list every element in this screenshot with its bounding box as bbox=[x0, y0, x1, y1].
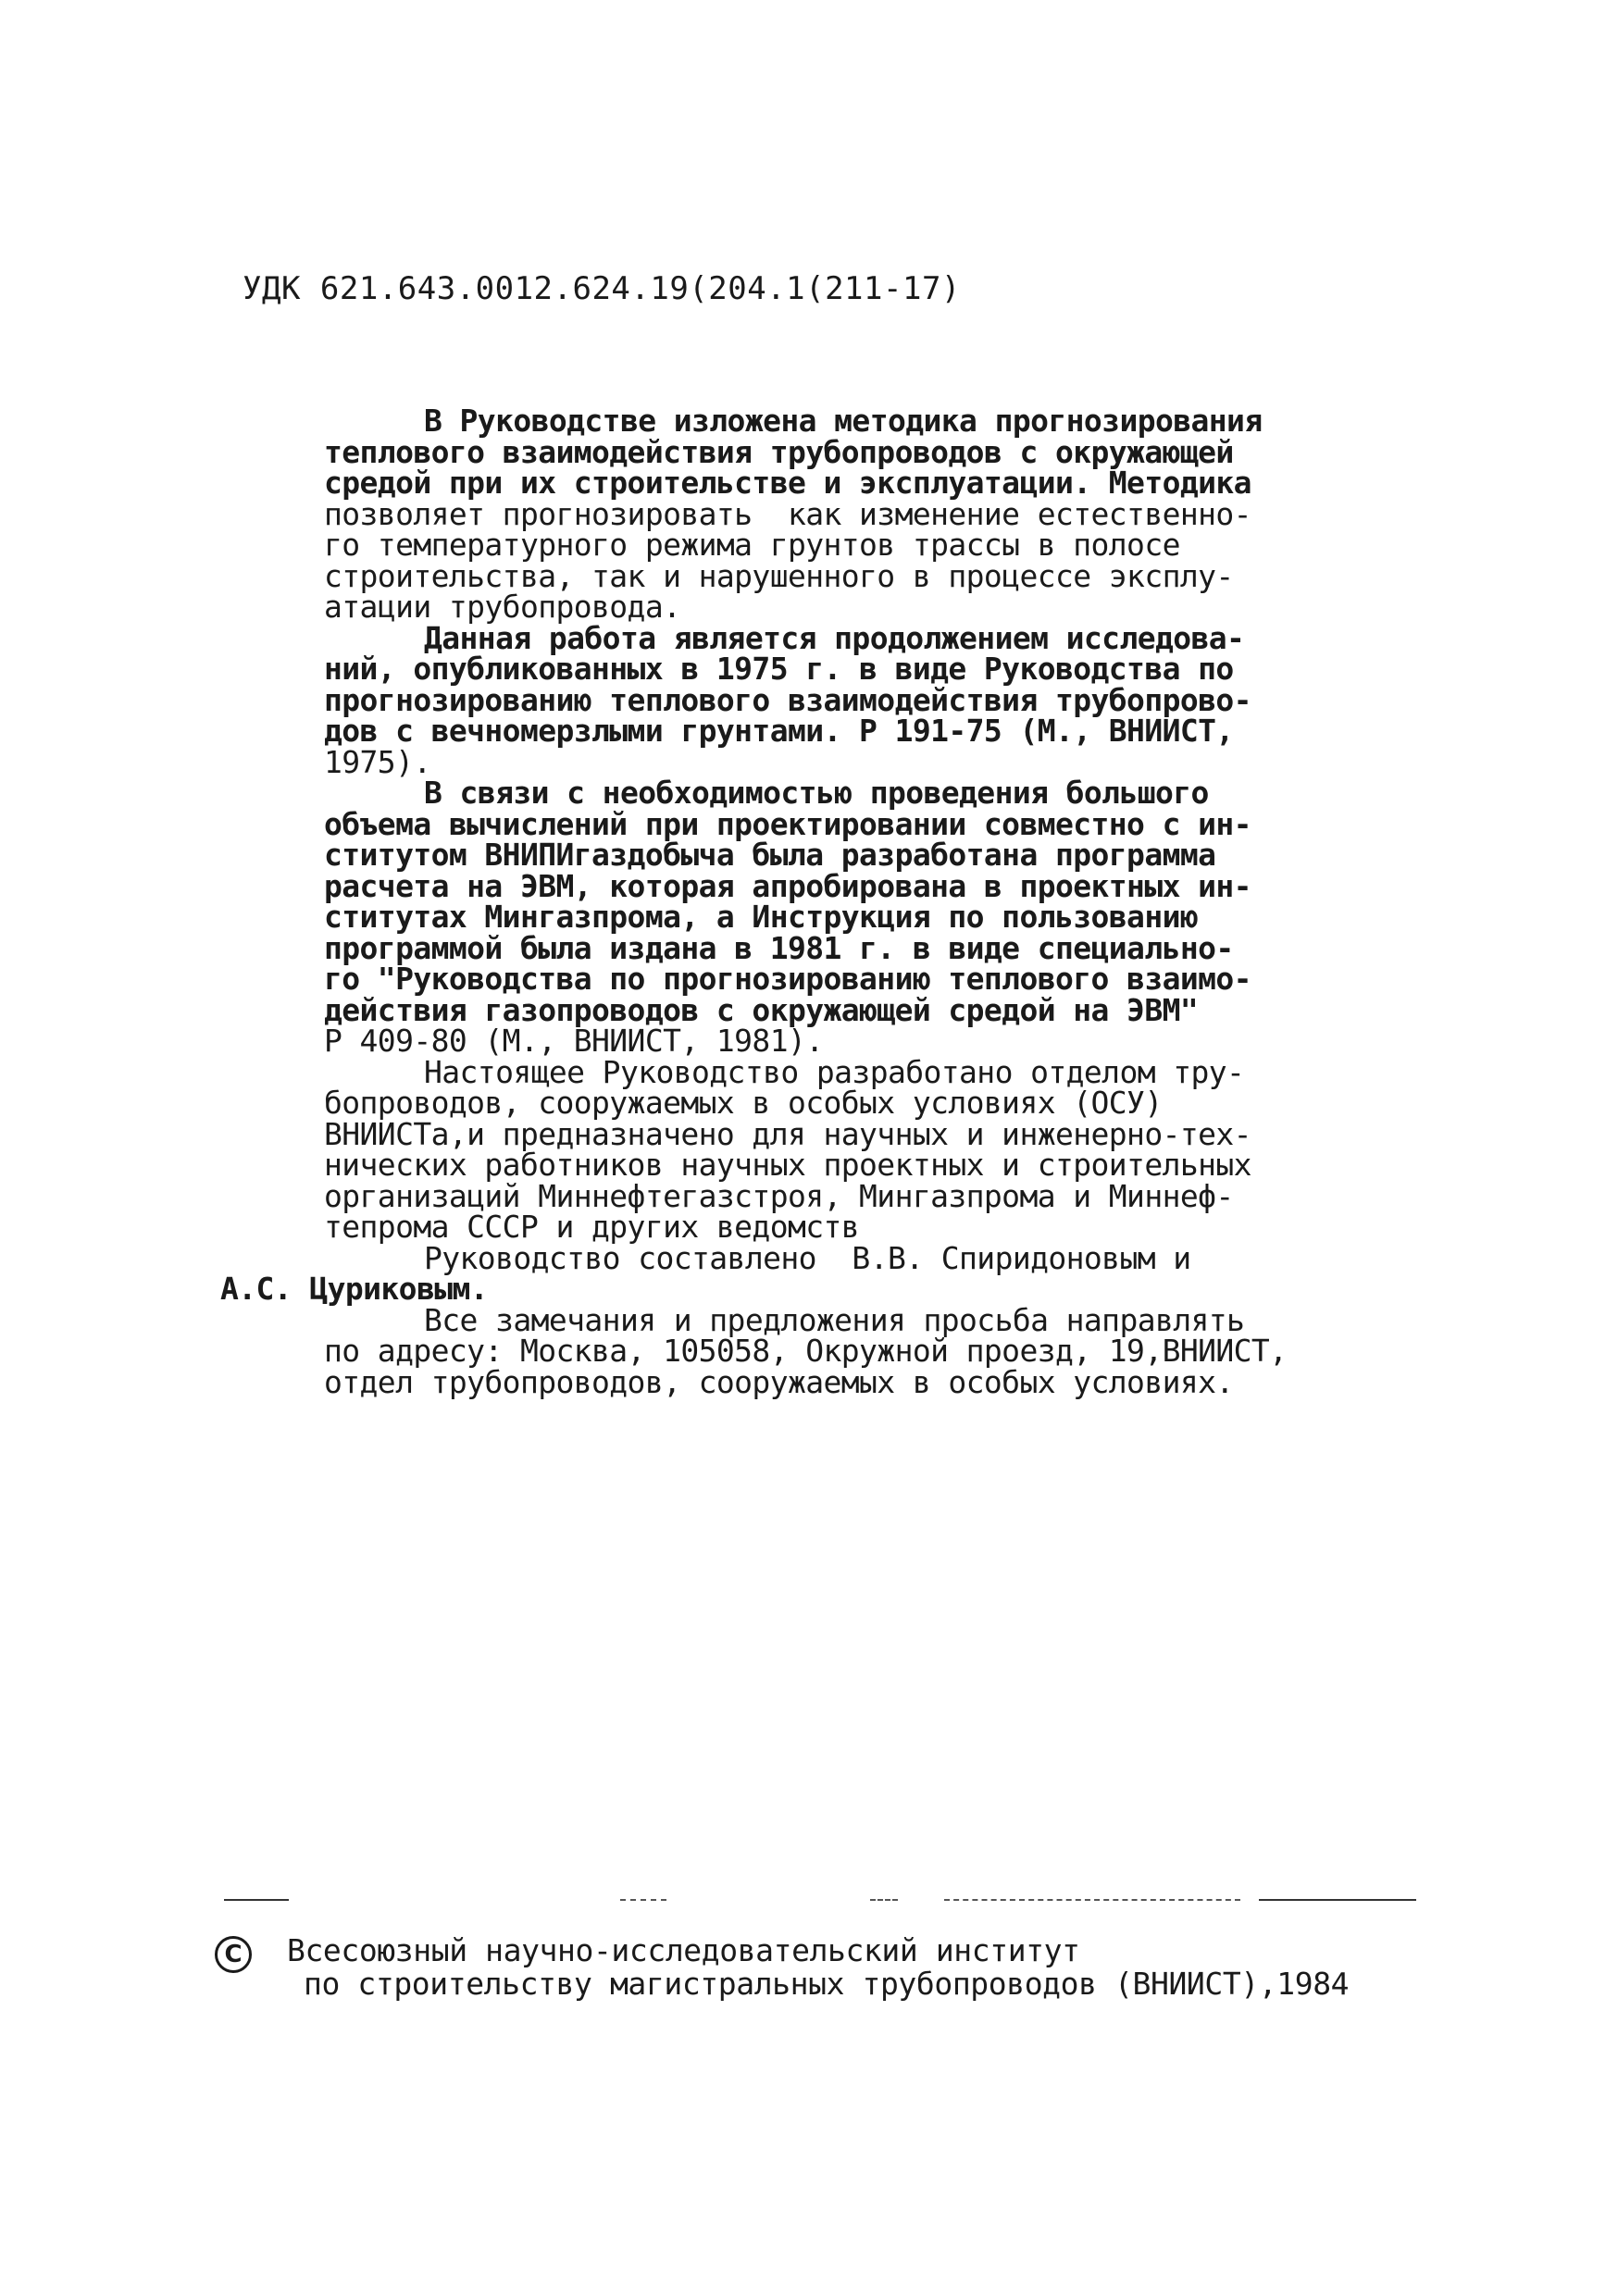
paragraph-line: Руководство составлено В.В. Спиридоновым и bbox=[424, 1239, 1191, 1276]
paragraph-line: прогнозированию теплового взаимодействия трубопрово- bbox=[324, 681, 1251, 718]
paragraph-3 bbox=[324, 777, 1379, 1057]
udc-code: УДК 621.643.0012.624.19(204.1(211-17) bbox=[243, 270, 961, 307]
paragraph-line: ститутом ВНИПИгаздобыча была разработана программа bbox=[324, 837, 1216, 873]
paragraph-line: по адресу: Москва, 105058, Окружной проезд, 19,ВНИИСТ, bbox=[324, 1333, 1288, 1369]
paragraph-line: Р 409-80 (М., ВНИИСТ, 1981). bbox=[324, 1023, 824, 1059]
paragraph-line: строительства, так и нарушенного в процессе эксплу- bbox=[324, 557, 1234, 594]
paragraph-line: го температурного режима грунтов трассы в полосе bbox=[324, 527, 1180, 563]
copyright-icon: C bbox=[215, 1936, 252, 1973]
paragraph-line: нических работников научных проектных и строительных bbox=[324, 1147, 1251, 1183]
paragraph-line: позволяет прогнозировать как изменение естественно- bbox=[324, 495, 1251, 532]
paragraph-2 bbox=[324, 619, 1379, 780]
paragraph-line: В связи с необходимостью проведения большого bbox=[424, 775, 1209, 811]
paragraph-line: тепрома СССР и других ведомств bbox=[324, 1209, 860, 1245]
paragraph-line: Настоящее Руководство разработано отделом тру- bbox=[424, 1053, 1245, 1090]
paragraph-1 bbox=[324, 405, 1379, 623]
paragraph-line: Все замечания и предложения просьба направлять bbox=[424, 1301, 1245, 1338]
paragraph-line: программой была издана в 1981 г. в виде специально- bbox=[324, 929, 1234, 966]
paragraph-line: ВНИИСТа,и предназначено для научных и инженерно-тех- bbox=[324, 1115, 1251, 1152]
paragraph-line: го "Руководства по прогнозированию теплового взаимо- bbox=[324, 961, 1251, 997]
separator-rule bbox=[870, 1899, 898, 1901]
paragraph-line: отдел трубопроводов, сооружаемых в особых условиях. bbox=[324, 1363, 1234, 1400]
paragraph-6 bbox=[324, 1301, 1379, 1400]
paragraph-line: ний, опубликованных в 1975 г. в виде Руководства по bbox=[324, 651, 1234, 687]
paragraph-line: теплового взаимодействия трубопроводов с окружающей bbox=[324, 433, 1234, 470]
paragraph-line: дов с вечномерзлыми грунтами. Р 191-75 (М., ВНИИСТ, bbox=[324, 713, 1234, 749]
copyright-line: по строительству магистральных трубопроводов (ВНИИСТ),1984 bbox=[304, 1966, 1350, 2002]
paragraph-4 bbox=[324, 1053, 1379, 1245]
paragraph-line: А.С. Цуриковым. bbox=[220, 1271, 489, 1307]
paragraph-line: атации трубопровода. bbox=[324, 589, 681, 625]
paragraph-line: Данная работа является продолжением исследова- bbox=[424, 619, 1245, 656]
paragraph-line: 1975). bbox=[324, 743, 431, 780]
separator-rule bbox=[944, 1899, 1240, 1901]
separator-rule bbox=[224, 1899, 289, 1901]
body-text bbox=[220, 403, 1379, 1400]
separator-rule bbox=[1259, 1899, 1416, 1901]
paragraph-line: действия газопроводов с окружающей средой на ЭВМ" bbox=[324, 991, 1199, 1028]
paragraph-line: ститутах Мингазпрома, а Инструкция по пользованию bbox=[324, 899, 1199, 935]
copyright-block bbox=[215, 1934, 1418, 2001]
paragraph-line: бопроводов, сооружаемых в особых условиях (ОСУ) bbox=[324, 1085, 1163, 1121]
paragraph-line: В Руководстве изложена методика прогнозирования bbox=[424, 403, 1263, 439]
paragraph-line: средой при их строительстве и эксплуатации. Методика bbox=[324, 465, 1251, 501]
paragraph-line: расчета на ЭВМ, которая апробирована в проектных ин- bbox=[324, 867, 1251, 904]
paragraph-line: объема вычислений при проектировании совместно с ин- bbox=[324, 805, 1251, 842]
copyright-line: Всесоюзный научно-исследовательский институт bbox=[287, 1932, 1080, 1968]
paragraph-line: организаций Миннефтегазстроя, Мингазпрома и Миннеф- bbox=[324, 1177, 1234, 1214]
separator-rule bbox=[620, 1899, 666, 1901]
paragraph-5 bbox=[220, 1239, 1379, 1307]
